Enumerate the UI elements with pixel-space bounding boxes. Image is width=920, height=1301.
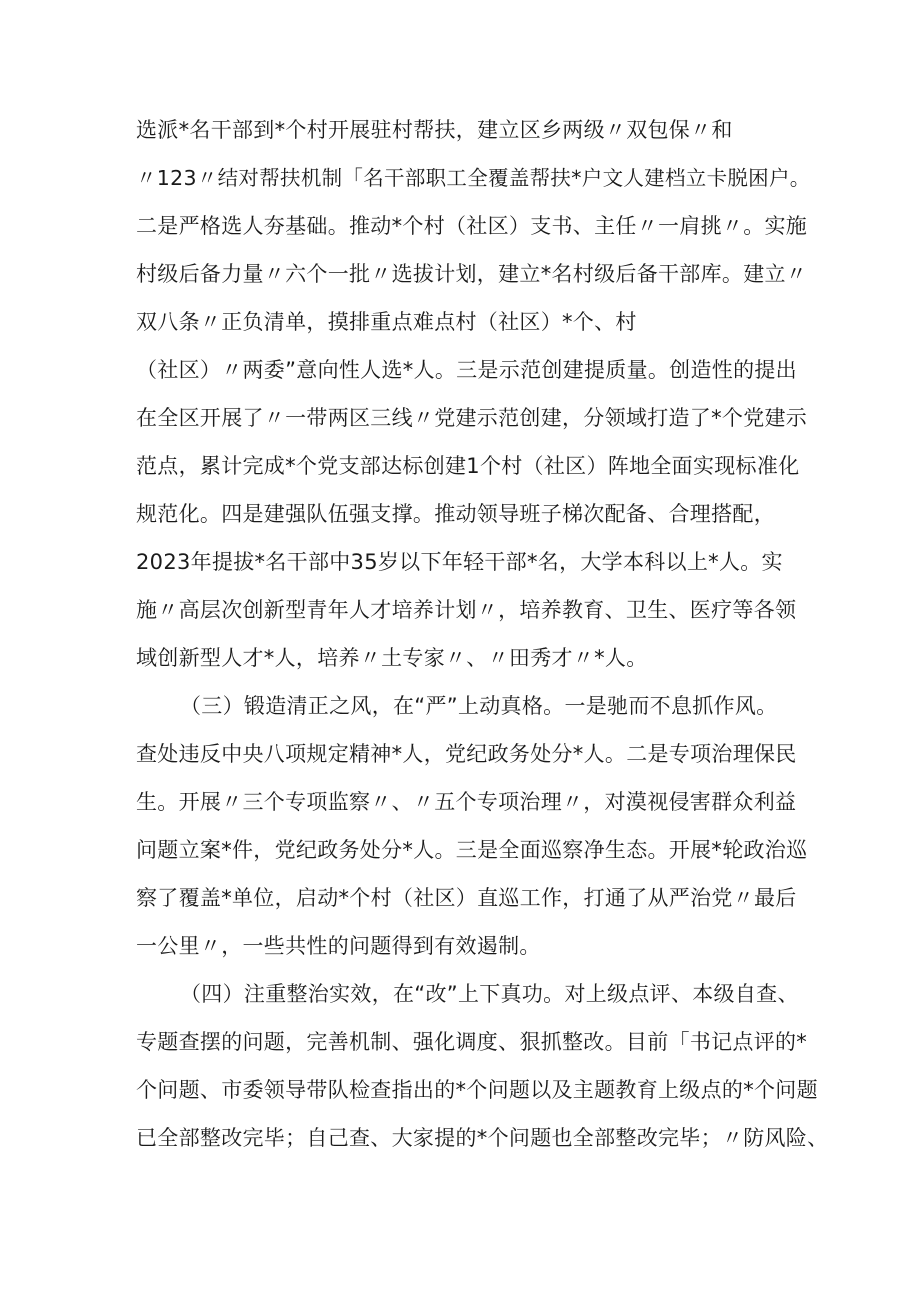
text-line-17: 察了覆盖*单位，启动*个村（社区）直巡工作，打通了从严治党〃最后 xyxy=(136,886,797,910)
text-line-11: 施〃高层次创新型青年人才培养计划〃，培养教育、卫生、医疗等各领 xyxy=(136,598,797,622)
text-line-21: 个问题、市委领导带队检查指出的*个问题以及主题教育上级点的*个问题 xyxy=(136,1078,818,1102)
text-line-18: 一公里〃，一些共性的问题得到有效遏制。 xyxy=(136,934,541,958)
text-line-4: 村级后备力量〃六个一批〃选拔计划，建立*名村级后备干部库。建立〃 xyxy=(136,262,808,286)
section-heading-4: （四）注重整治实效，在“改”上下真功。对上级点评、本级自查、 xyxy=(180,982,799,1006)
text-line-16: 问题立案*件，党纪政务处分*人。三是全面巡察净生态。开展*轮政治巡 xyxy=(136,838,808,862)
text-line-9: 规范化。四是建强队伍强支撑。推动领导班子梯次配备、合理搭配， xyxy=(136,502,775,526)
text-line-20: 专题查摆的问题，完善机制、强化调度、狠抓整改。目前「书记点评的* xyxy=(136,1030,808,1054)
text-line-6: （社区）〃两委”意向性人选*人。三是示范创建提质量。创造性的提出 xyxy=(136,358,797,382)
text-line-10: 2023年提拔*名干部中35岁以下年轻干部*名，大学本科以上*人。实 xyxy=(136,550,783,574)
text-line-8: 范点，累计完成*个党支部达标创建1个村（社区）阵地全面实现标准化 xyxy=(136,454,800,478)
text-line-14: 查处违反中央八项规定精神*人，党纪政务处分*人。二是专项治理保民 xyxy=(136,742,797,766)
text-line-7: 在全区开展了〃一带两区三线〃党建示范创建，分领域打造了*个党建示 xyxy=(136,406,808,430)
text-line-15: 生。开展〃三个专项监察〃、〃五个专项治理〃，对漠视侵害群众利益 xyxy=(136,790,797,814)
text-line-12: 域创新型人才*人，培养〃土专家〃、〃田秀才〃*人。 xyxy=(136,646,648,670)
text-line-3: 二是严格选人夯基础。推动*个村（社区）支书、主任〃一肩挑〃。实施 xyxy=(136,214,808,238)
text-line-2: 〃123〃结对帮扶机制「名干部职工全覆盖帮扶*户文人建档立卡脱困户。 xyxy=(136,166,811,190)
section-heading-3: （三）锻造清正之风，在“严”上动真格。一是驰而不息抓作风。 xyxy=(180,694,778,718)
text-line-1: 选派*名干部到*个村开展驻村帮扶，建立区乡两级〃双包保〃和 xyxy=(136,118,733,142)
text-line-5: 双八条〃正负清单，摸排重点难点村（社区）*个、村 xyxy=(136,310,637,334)
text-line-22: 已全部整改完毕；自己查、大家提的*个问题也全部整改完毕；〃防风险、 xyxy=(136,1126,829,1150)
